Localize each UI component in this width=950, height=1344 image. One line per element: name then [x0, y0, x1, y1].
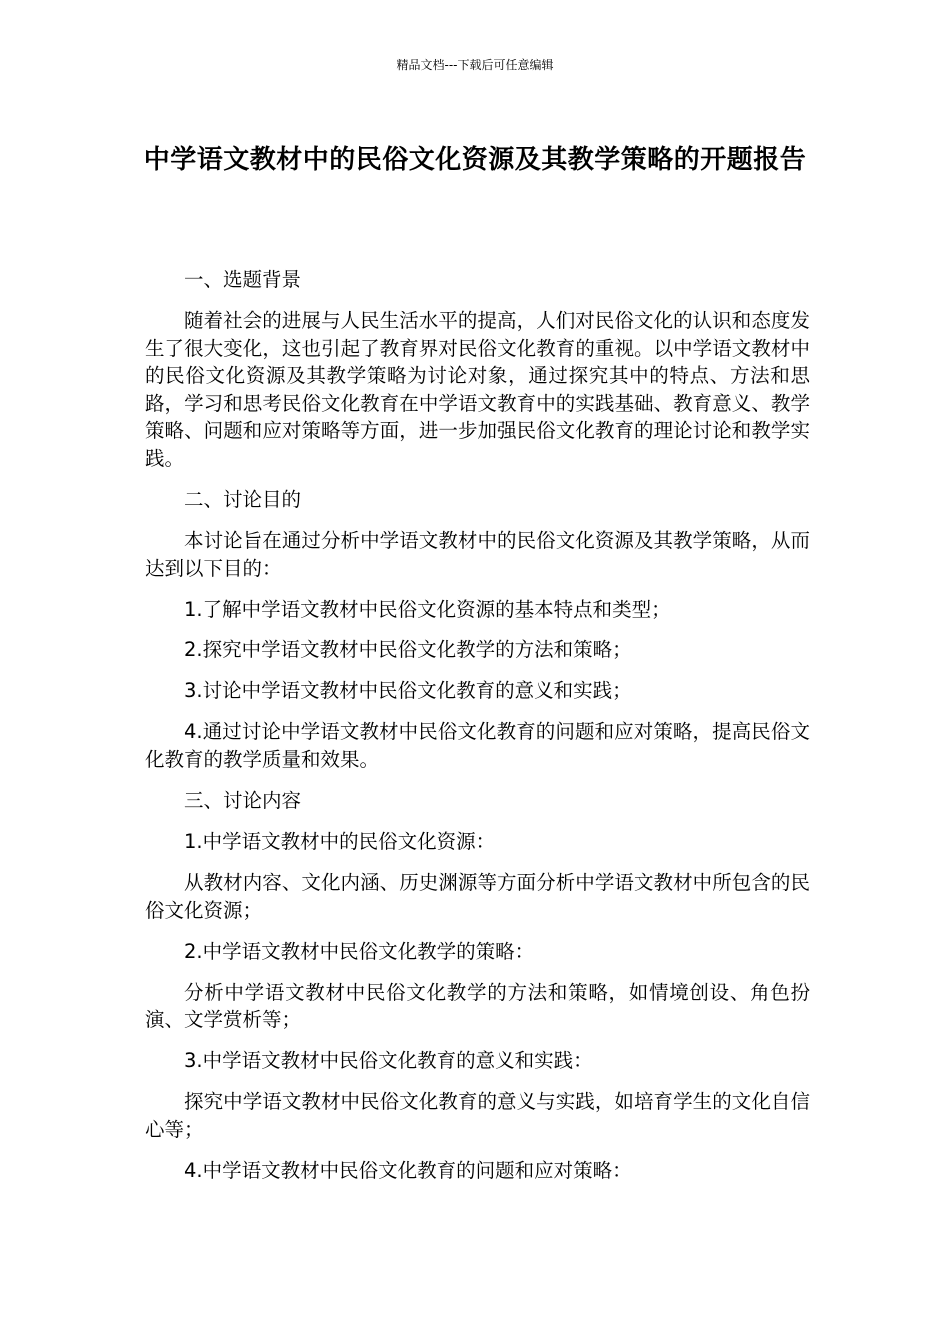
purpose-item-3: 3.讨论中学语文教材中民俗文化教育的意义和实践； [184, 679, 632, 703]
content-item-2-heading: 2.中学语文教材中民俗文化教学的策略： [184, 939, 535, 963]
content-item-2-text: 分析中学语文教材中民俗文化教学的方法和策略，如情境创设、角色扮演、文学赏析等； [145, 980, 810, 1032]
purpose-item-1: 1.了解中学语文教材中民俗文化资源的基本特点和类型； [184, 597, 671, 621]
content-item-1-heading: 1.中学语文教材中的民俗文化资源： [184, 830, 496, 854]
content-item-1-text: 从教材内容、文化内涵、历史渊源等方面分析中学语文教材中所包含的民俗文化资源； [145, 871, 810, 922]
page-header: 精品文档---下载后可任意编辑 [396, 58, 554, 72]
paragraph-purpose-intro: 本讨论旨在通过分析中学语文教材中的民俗文化资源及其教学策略，从而达到以下目的： [145, 528, 810, 580]
document-body [145, 266, 810, 1198]
purpose-item-2: 2.探究中学语文教材中民俗文化教学的方法和策略； [184, 638, 632, 662]
content-item-3-heading: 3.中学语文教材中民俗文化教育的意义和实践： [184, 1049, 593, 1073]
paragraph-background: 随着社会的进展与人民生活水平的提高，人们对民俗文化的认识和态度发生了很大变化，这也引起了教育界对民俗文化教育的重视。以中学语文教材中的民俗文化资源及其教学策略为讨论对象，通过探究其中的特点、方法和思路，学习和思考民俗文化教育在中学语文教育中的实践基础、教育意义、教学策略、问题和应对策略等方面，进一步加强民俗文化教育的理论讨论和教学实践。 [145, 308, 810, 470]
content-item-4-heading: 4.中学语文教材中民俗文化教育的问题和应对策略： [184, 1158, 632, 1182]
purpose-item-4: 4.通过讨论中学语文教材中民俗文化教育的问题和应对策略，提高民俗文化教育的教学质量和效果。 [145, 720, 810, 772]
content-item-3-text: 探究中学语文教材中民俗文化教育的意义与实践，如培育学生的文化自信心等； [145, 1090, 810, 1141]
section-heading-purpose: 二、讨论目的 [184, 487, 302, 511]
document-title: 中学语文教材中的民俗文化资源及其教学策略的开题报告 [143, 145, 807, 175]
section-heading-content: 三、讨论内容 [184, 789, 302, 813]
section-heading-background: 一、选题背景 [184, 268, 302, 291]
